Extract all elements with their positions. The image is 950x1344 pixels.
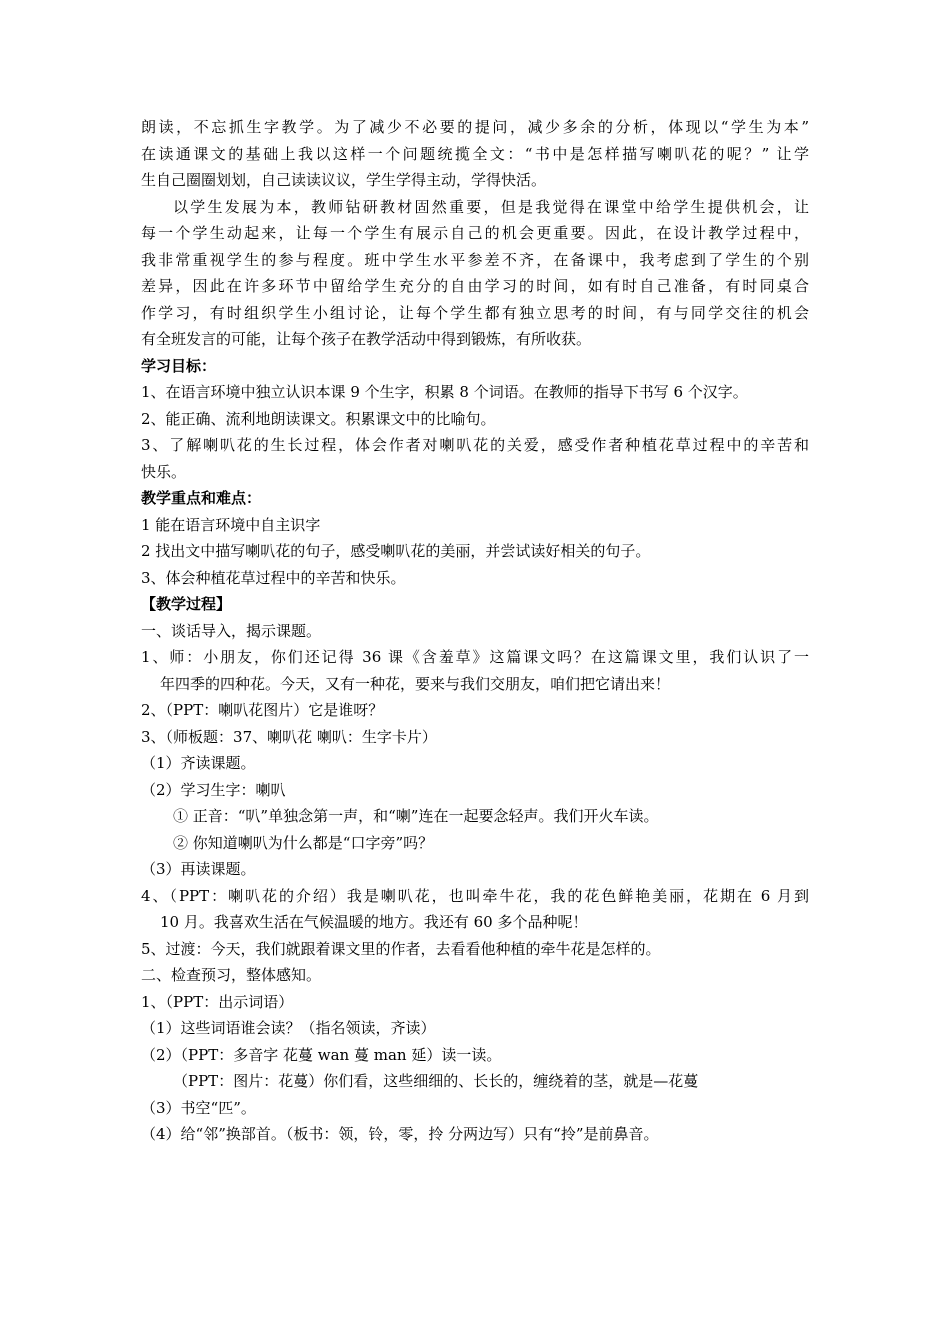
text-line: 我非常重视学生的参与程度。班中学生水平参差不齐，在备课中，我考虑到了学生的个别 (141, 250, 809, 269)
text-line: （1）齐读课题。 (141, 754, 256, 772)
text-line: （4）给“邻”换部首。（板书：领，铃，零，拎 分两边写）只有“拎”是前鼻音。 (141, 1125, 659, 1143)
text-line: 3、（师板题：37、喇叭花 喇叭：生字卡片） (141, 727, 437, 746)
text-line: 在读通课文的基础上我以这样一个问题统揽全文：“书中是怎样描写喇叭花的呢？” 让学 (141, 144, 809, 163)
text-line: 2 找出文中描写喇叭花的句子，感受喇叭花的美丽，并尝试读好相关的句子。 (141, 542, 651, 560)
text-line: 差异，因此在许多环节中留给学生充分的自由学习的时间，如有时自己准备，有时同桌合 (141, 277, 809, 295)
text-line: 年四季的四种花。今天，又有一种花，要来与我们交朋友，咱们把它请出来！ (160, 674, 671, 693)
text-line: 2、（PPT：喇叭花图片）它是谁呀？ (141, 701, 384, 719)
text-line: 有全班发言的可能，让每个孩子在教学活动中得到锻炼，有所收获。 (141, 330, 592, 348)
text-line: 1 能在语言环境中自主识字 (141, 515, 321, 534)
text-line: 1、师：小朋友，你们还记得 36 课《含羞草》这篇课文吗？在这篇课文里，我们认识了一 (141, 648, 809, 666)
text-line: （1）这些词语谁会读？（指名领读，齐读） (141, 1019, 436, 1037)
text-line: 以学生发展为本，教师钻研教材固然重要，但是我觉得在课堂中给学生提供机会，让 (173, 197, 809, 216)
text-line: 1、（PPT：出示词语） (141, 992, 294, 1011)
text-line: 1、在语言环境中独立认识本课 9 个生字，积累 8 个词语。在教师的指导下书写 6 个汉字。 (141, 383, 748, 401)
text-line: 二、检查预习，整体感知。 (141, 966, 322, 984)
text-line: 作学习，有时组织学生小组讨论，让每个学生都有独立思考的时间，有与同学交往的机会 (141, 303, 809, 322)
text-line: （2）学习生字：喇叭 (141, 780, 286, 799)
text-line: 每一个学生动起来，让每一个学生有展示自己的机会更重要。因此，在设计教学过程中， (141, 224, 809, 242)
text-line: 3、体会种植花草过程中的辛苦和快乐。 (141, 568, 406, 587)
text-line: （3）再读课题。 (141, 860, 256, 878)
text-line: 生自己圈圈划划，自己读读议议，学生学得主动，学得快活。 (141, 171, 547, 189)
text-line: （3）书空“匹”。 (141, 1098, 256, 1117)
text-line: 朗读，不忘抓生字教学。为了减少不必要的提问，减少多余的分析，体现以“学生为本” (141, 118, 809, 136)
section-heading: 教学重点和难点： (141, 489, 262, 507)
text-line: 快乐。 (141, 462, 187, 481)
text-line: 一、谈话导入，揭示课题。 (141, 621, 322, 640)
section-heading: 【教学过程】 (141, 595, 232, 613)
text-line: （2）（PPT：多音字 花蔓 wan 蔓 man 延）读一读。 (141, 1045, 502, 1064)
text-line: ① 正音：“叭”单独念第一声，和“喇”连在一起要念轻声。我们开火车读。 (173, 807, 659, 825)
text-line: 4、（PPT：喇叭花的介绍）我是喇叭花，也叫牵牛花，我的花色鲜艳美丽，花期在 6 月到 (141, 886, 809, 905)
text-line: （PPT：图片：花蔓）你们看，这些细细的、长长的，缠绕着的茎，就是—花蔓 (173, 1072, 699, 1090)
section-heading: 学习目标： (141, 356, 217, 375)
text-line: 5、过渡：今天，我们就跟着课文里的作者，去看看他种植的牵牛花是怎样的。 (141, 939, 661, 958)
text-line: ② 你知道喇叭为什么都是“口字旁”吗？ (173, 833, 434, 852)
text-line: 3、了解喇叭花的生长过程，体会作者对喇叭花的关爱，感受作者种植花草过程中的辛苦和 (141, 436, 809, 454)
text-line: 2、能正确、流利地朗读课文。积累课文中的比喻句。 (141, 409, 496, 428)
text-line: 10 月。我喜欢生活在气候温暖的地方。我还有 60 多个品种呢！ (160, 913, 588, 931)
document-body (141, 114, 809, 1148)
